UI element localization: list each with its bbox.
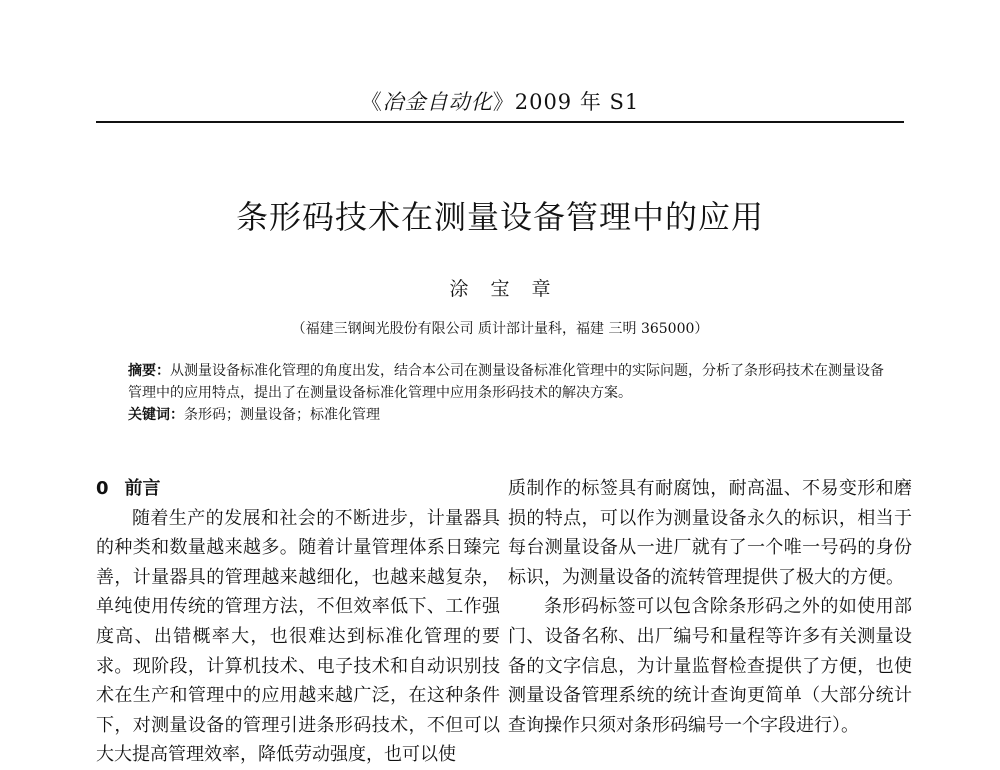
abstract-paragraph: [128, 360, 888, 404]
intro-paragraph: 随着生产的发展和社会的不断进步，计量器具的种类和数量越来越多。随着计量管理体系日臻完善，计量器具的管理越来越细化，也越来越复杂，单纯使用传统的管理方法，不但效率低下、工作强度高、出错概率大，也很难达到标准化管理的要求。现阶段，计算机技术、电子技术和自动识别技术在生产和管理中的应用越来越广泛，在这种条件下，对测量设备的管理引进条形码技术，不但可以大大提高管理效率，降低劳动强度，也可以使: [96, 507, 500, 766]
right-column: [508, 474, 912, 740]
author-name: 涂宝章: [449, 278, 573, 300]
continued-paragraph: 质制作的标签具有耐腐蚀，耐高温、不易变形和磨损的特点，可以作为测量设备永久的标识，相当于每台测量设备从一进厂就有了一个唯一号码的身份标识，为测量设备的流转管理提供了极大的方便。: [508, 478, 912, 588]
barcode-label-paragraph: 条形码标签可以包含除条形码之外的如使用部门、设备名称、出厂编号和量程等许多有关测量设备的文字信息，为计量监督检查提供了方便，也使测量设备管理系统的统计查询更简单（大部分统计查询操作只须对条形码编号一个字段进行）。: [508, 596, 912, 736]
author-affiliation: （福建三钢闽光股份有限公司 质计部计量科，福建 三明 365000）: [291, 321, 709, 337]
journal-issue: 》2009 年 S1: [492, 90, 640, 114]
article-title: 条形码技术在测量设备管理中的应用: [235, 198, 764, 236]
journal-name: 冶金自动化: [382, 90, 493, 114]
section-title: 前言: [124, 478, 161, 499]
keywords-text: 条形码；测量设备；标准化管理: [184, 407, 380, 423]
section-heading: [96, 474, 500, 504]
abstract-text: 从测量设备标准化管理的角度出发，结合本公司在测量设备标准化管理中的实际问题，分析了条形码技术在测量设备管理中的应用特点，提出了在测量设备标准化管理中应用条形码技术的解决方案。: [128, 363, 884, 401]
abstract-label: 摘要：: [128, 363, 170, 379]
header-rule: [96, 121, 904, 123]
abstract-block: [128, 360, 888, 426]
keywords-paragraph: [128, 404, 888, 426]
left-column: [96, 474, 500, 770]
journal-prefix: 《: [360, 90, 383, 114]
section-number: 0: [96, 478, 109, 499]
journal-header: [0, 86, 1000, 116]
keywords-label: 关键词：: [128, 407, 184, 423]
